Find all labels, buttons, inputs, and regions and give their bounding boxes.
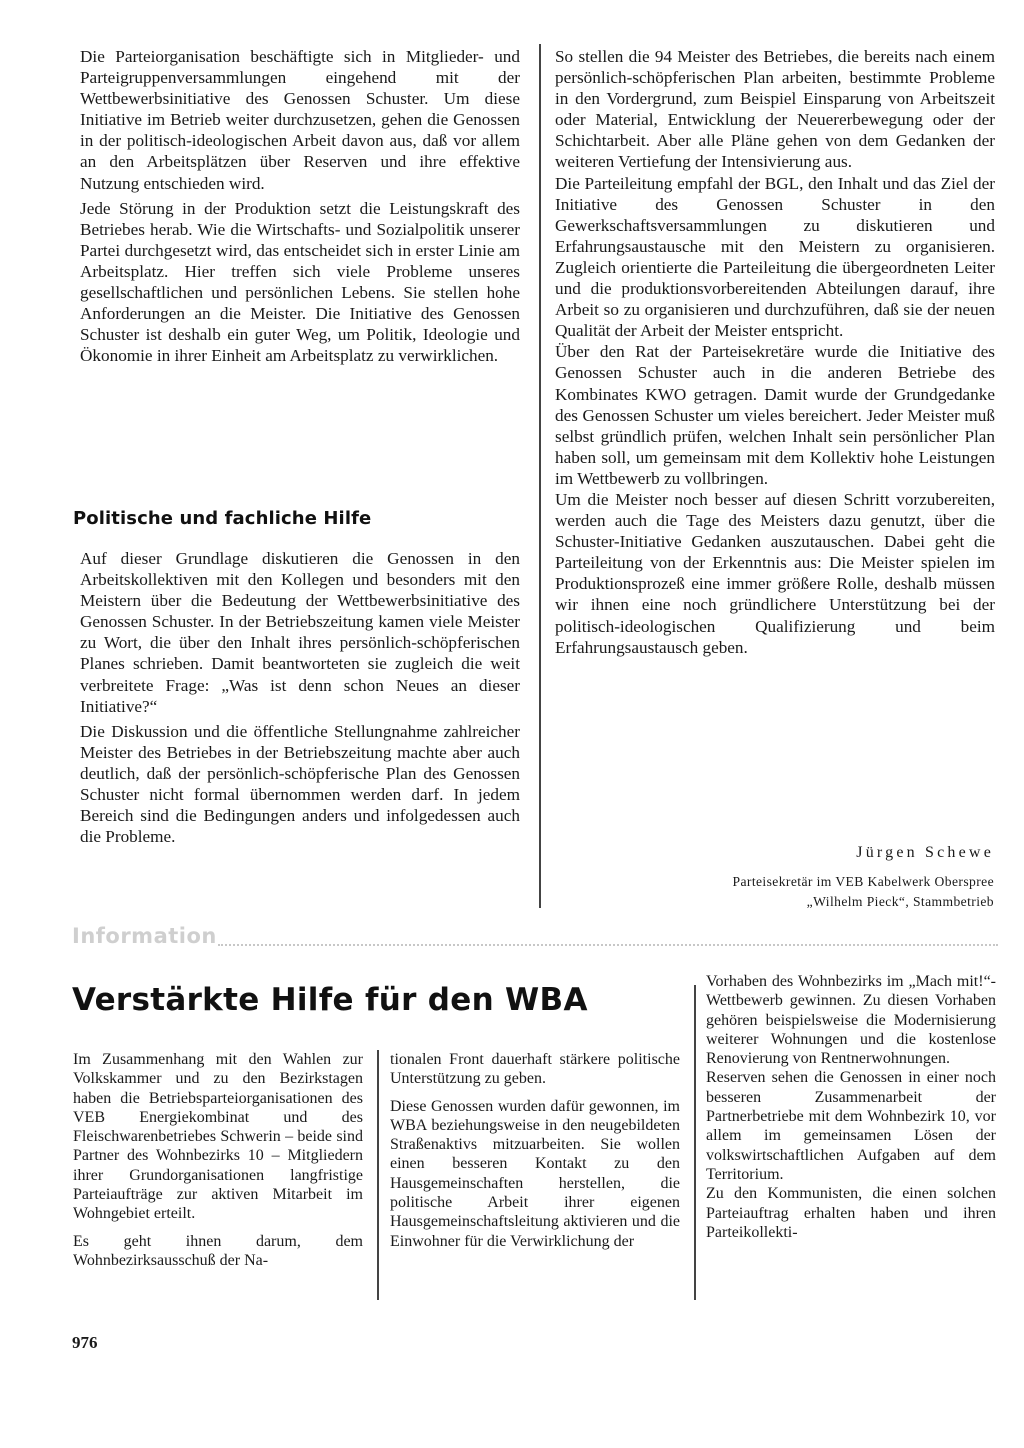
- column-divider: [694, 985, 696, 1300]
- paragraph: Reserven sehen die Genossen in einer noch besseren Zusammenarbeit der Partnerbetriebe mit dem Wohnbezirk 10, vor allem im gemeinsamen Lösen der volkswirtschaftlichen Aufgaben auf dem Territorium.: [706, 1069, 996, 1183]
- paragraph: Auf dieser Grundlage diskutieren die Genossen in den Arbeitskollektiven mit den Kollegen und besonders mit den Meistern über die Bedeutung der Wettbewerbsinitiative des Genossen Schuster. In der Betriebszeitung kamen viele Meister zu Wort, die über den Inhalt ihres persönlich-schöpferischen Planes schrieben. Damit beantworteten sie zugleich die weit verbreitete Frage: „Was ist denn schon Neues an dieser Initiative?“: [80, 549, 520, 716]
- column-divider: [539, 44, 541, 908]
- paragraph: Um die Meister noch besser auf diesen Schritt vorzubereiten, werden auch die Tage des Meisters dazu genutzt, über die Schuster-Initiative Gedanken auszutauschen. Dabei geht die Parteileitung von der Erkenntnis aus: Die Meister spielen im Produktionsprozeß eine immer größere Rolle, deshalb müssen wir ihnen eine noch gründlichere Unterstützung bei der politisch-ideologischen Qualifizierung und beim Erfahrungsaustausch geben.: [555, 489, 995, 657]
- article-column-1: [73, 1050, 363, 1270]
- upper-left-column: [80, 46, 520, 366]
- upper-right-column: [555, 46, 995, 658]
- paragraph: tionalen Front dauerhaft stärkere politische Unterstützung zu geben.: [390, 1051, 680, 1088]
- paragraph: Die Parteiorganisation beschäftigte sich in Mitglieder- und Parteigruppenversammlungen eingehend mit der Wettbewerbsinitiative des Genossen Schuster. Um diese Initiative im Betrieb weiter durchzusetzen, gehen die Genossen in der politisch-ideologischen Arbeit davon aus, daß vor allem an den Arbeitsplätzen über Reserven und ihre effektive Nutzung entschieden wird.: [80, 47, 520, 193]
- paragraph: Es geht ihnen darum, dem Wohnbezirksausschuß der Na-: [73, 1232, 363, 1269]
- author-organization: „Wilhelm Pieck“, Stammbetrieb: [806, 894, 994, 909]
- section-subheading: Politische und fachliche Hilfe: [73, 508, 372, 529]
- dotted-separator: [218, 944, 998, 946]
- paragraph: Über den Rat der Parteisekretäre wurde die Initiative des Genossen Schuster auch in die anderen Betriebe des Kombinates KWO getragen. Damit wurde der Grundgedanke des Genossen Schuster um vieles bereichert. Jeder Meister muß selbst gründlich prüfen, welchen Inhalt sein persönlicher Plan haben soll, um gemeinsam mit dem Kollektiv hohe Leistungen im Wettbewerb zu vollbringen.: [555, 342, 995, 488]
- author-name: Jürgen Schewe: [856, 844, 994, 861]
- paragraph: Die Diskussion und die öffentliche Stellungnahme zahlreicher Meister des Betriebes in der Betriebszeitung machte aber auch deutlich, daß der persönlich-schöpferische Plan des Genossen Schuster nicht formal übernommen werden darf. In jedem Bereich sind die Bedingungen anders und infolgedessen auch die Probleme.: [80, 721, 520, 847]
- paragraph: So stellen die 94 Meister des Betriebes, die bereits nach einem persönlich-schöpferischen Plan arbeiten, bestimmte Probleme in den Vordergrund, zum Beispiel Einsparung von Arbeitszeit oder Material, Entwicklung der Neuererbewegung oder der Schichtarbeit. Aber alle Pläne gehen von dem Gedanken der weiteren Vertiefung der Intensivierung aus.: [555, 47, 995, 172]
- paragraph: Vorhaben des Wohnbezirks im „Mach mit!“-Wettbewerb gewinnen. Zu diesen Vorhaben gehören beispielsweise die Modernisierung weiterer Wohnungen und die kostenlose Renovierung von Rentnerwohnungen.: [706, 973, 996, 1068]
- paragraph: Jede Störung in der Produktion setzt die Leistungskraft des Betriebes herab. Wie die Wirtschafts- und Sozialpolitik unserer Partei durchgesetzt wird, das entscheidet sich in erster Linie am Arbeitsplatz. Hier treffen sich viele Probleme unseres gesellschaftlichen und persönlichen Lebens. Sie stellen hohe Anforderungen an die Meister. Die Initiative des Genossen Schuster ist deshalb ein guter Weg, um Politik, Ideologie und Ökonomie in ihrer Einheit am Arbeitsplatz zu verwirklichen.: [80, 198, 520, 366]
- article-column-3: [706, 972, 996, 1242]
- article-column-2: [390, 1050, 680, 1251]
- author-role: Parteisekretär im VEB Kabelwerk Oberspree: [732, 874, 994, 889]
- paragraph: Im Zusammenhang mit den Wahlen zur Volkskammer und zu den Bezirkstagen haben die Betriebsparteiorganisationen des VEB Energiekombinat und des Fleischwarenbetriebes Schwerin – beide sind Partner des Wohnbezirks 10 – Mitgliedern ihrer Grundorganisationen langfristige Parteiaufträge zur aktiven Mitarbeit im Wohngebiet erteilt.: [73, 1051, 363, 1223]
- upper-left-column-continued: [80, 548, 520, 847]
- column-divider: [377, 1050, 379, 1300]
- page-number: 976: [72, 1333, 98, 1352]
- section-label: Information: [72, 924, 217, 948]
- article-headline: Verstärkte Hilfe für den WBA: [72, 982, 588, 1018]
- paragraph: Diese Genossen wurden dafür gewonnen, im WBA beziehungsweise in den neugebildeten Straßenaktivs mitzuarbeiten. Sie wollen einen besseren Kontakt zu den Hausgemeinschaften herstellen, die politische Arbeit ihrer eigenen Hausgemeinschaftsleitung aktivieren und die Einwohner für die Verwirklichung der: [390, 1097, 680, 1250]
- paragraph: Die Parteileitung empfahl der BGL, den Inhalt und das Ziel der Initiative des Genossen Schuster in den Gewerkschaftsversammlungen zu diskutieren und Erfahrungsaustausche mit den Meistern zu organisieren. Zugleich orientierte die Parteileitung die übergeordneten Leiter und die produktionsvorbereitenden Abteilungen darauf, ihre Arbeit so zu organisieren und durchzuführen, daß sie der neuen Qualität der Arbeit der Meister entspricht.: [555, 173, 995, 341]
- paragraph: Zu den Kommunisten, die einen solchen Parteiauftrag erhalten haben und ihren Parteikollekti-: [706, 1185, 996, 1241]
- author-affiliation: [560, 872, 994, 912]
